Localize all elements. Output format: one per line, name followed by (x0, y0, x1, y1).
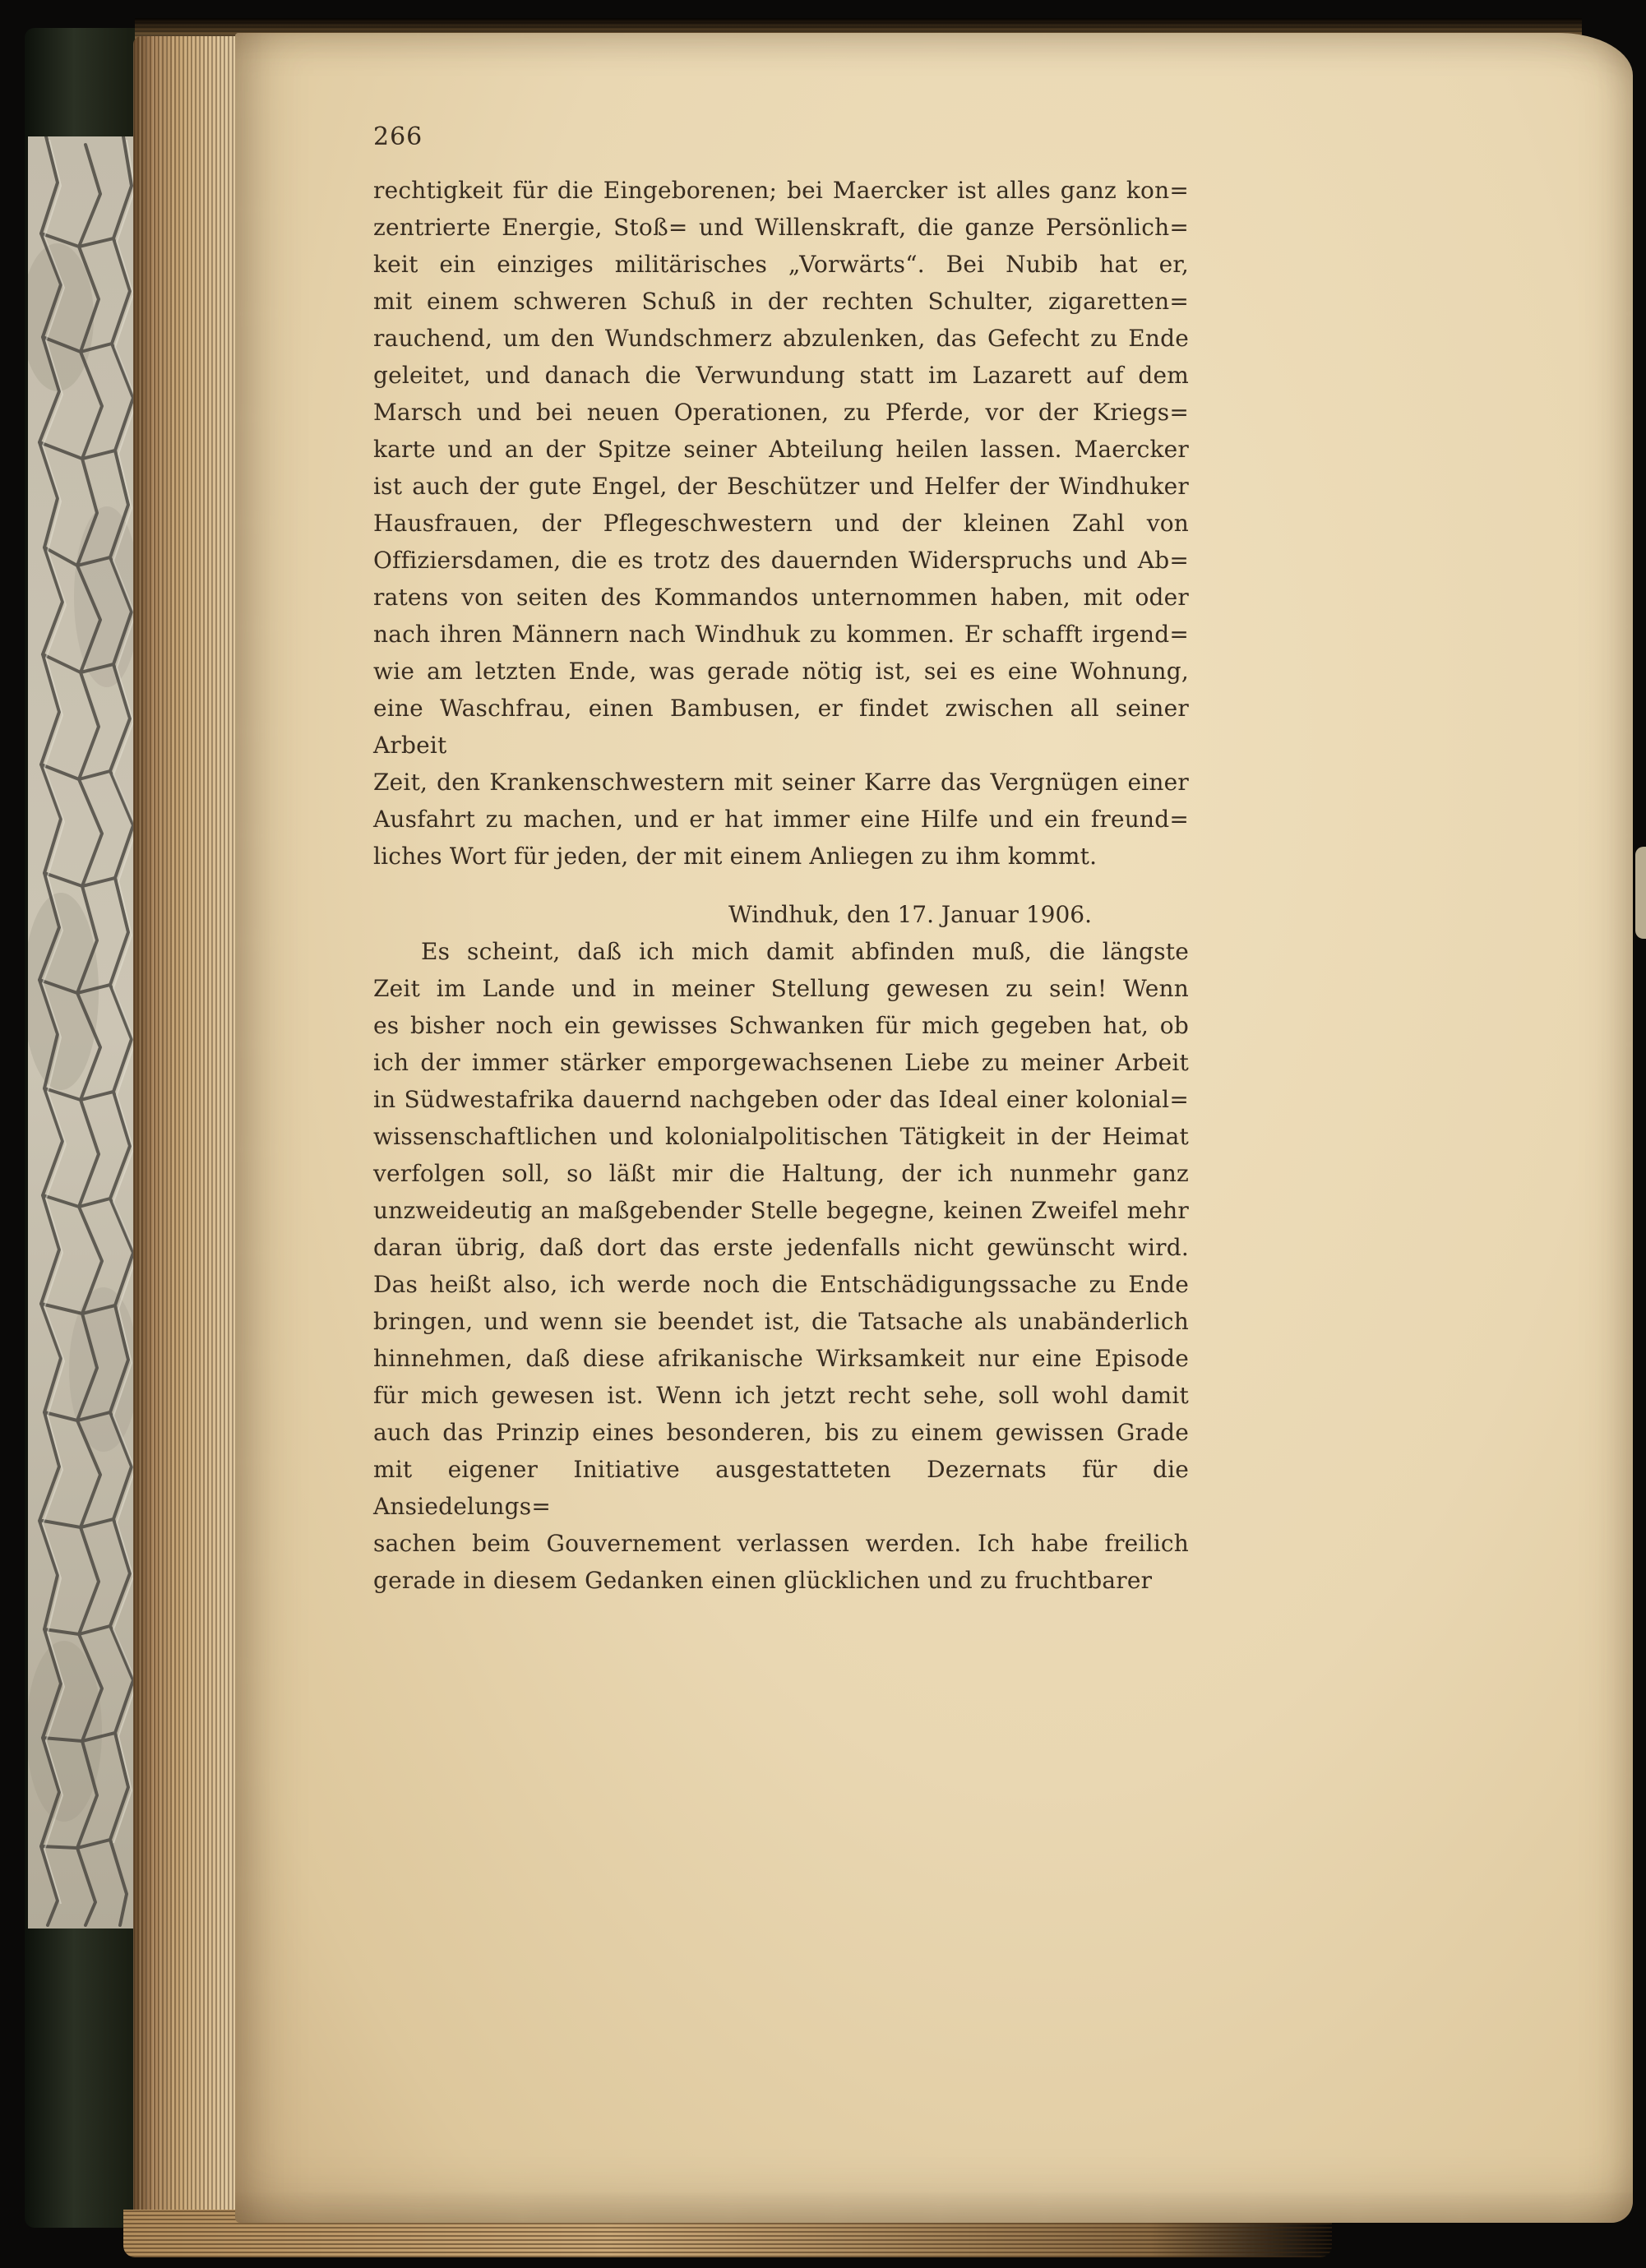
text-line: gerade in diesem Gedanken einen glücklichen und zu fruchtbarer (373, 1567, 1153, 1594)
text-line: Das heißt also, ich werde noch die Entschädigungssache zu Ende (373, 1271, 1189, 1298)
text-line: Offiziersdamen, die es trotz des dauernden Widerspruchs und Ab= (373, 547, 1189, 574)
text-line: es bisher noch ein gewisses Schwanken für mich gegeben hat, ob (373, 1012, 1189, 1039)
text-line: nach ihren Männern nach Windhuk zu kommen. Er schafft irgend= (373, 621, 1189, 648)
text-line: ratens von seiten des Kommandos unternommen haben, mit oder (373, 584, 1189, 611)
dateline: Windhuk, den 17. Januar 1906. (728, 901, 1092, 928)
text-line: Es scheint, daß ich mich damit abfinden muß, die längste (421, 938, 1189, 965)
text-line: ich der immer stärker emporgewachsenen Liebe zu meiner Arbeit (373, 1049, 1189, 1076)
book-page (235, 33, 1633, 2223)
text-line: geleitet, und danach die Verwundung statt im Lazarett auf dem (373, 362, 1189, 389)
text-line: liches Wort für jeden, der mit einem Anliegen zu ihm kommt. (373, 843, 1098, 870)
side-page-edges (133, 36, 238, 2219)
text-line: eine Waschfrau, einen Bambusen, er findet zwischen all seiner Arbeit (373, 695, 1189, 759)
text-line: für mich gewesen ist. Wenn ich jetzt recht sehe, soll wohl damit (373, 1382, 1189, 1409)
text-line: zentrierte Energie, Stoß= und Willenskraft, die ganze Persönlich= (373, 214, 1189, 241)
page-number: 266 (373, 122, 423, 151)
marbled-endpaper (28, 136, 136, 1928)
text-line: Hausfrauen, der Pflegeschwestern und der kleinen Zahl von (373, 510, 1189, 537)
text-line: mit einem schweren Schuß in der rechten Schulter, zigaretten= (373, 288, 1189, 315)
page-edge-sliver (1635, 847, 1646, 939)
text-line: keit ein einziges militärisches „Vorwärts“. Bei Nubib hat er, (373, 251, 1189, 278)
text-line: verfolgen soll, so läßt mir die Haltung, der ich nunmehr ganz (373, 1160, 1189, 1187)
text-line: Zeit, den Krankenschwestern mit seiner Karre das Vergnügen einer (373, 769, 1189, 796)
text-block (373, 118, 1189, 1599)
text-line: mit eigener Initiative ausgestatteten Dezernats für die Ansiedelungs= (373, 1456, 1189, 1520)
paragraph-2 (373, 933, 1189, 1599)
paragraph-1 (373, 172, 1189, 875)
text-line: unzweideutig an maßgebender Stelle begegne, keinen Zweifel mehr (373, 1197, 1189, 1224)
text-line: karte und an der Spitze seiner Abteilung heilen lassen. Maercker (373, 436, 1189, 463)
text-line: wie am letzten Ende, was gerade nötig ist, sei es eine Wohnung, (373, 658, 1189, 685)
text-line: rechtigkeit für die Eingeborenen; bei Maercker ist alles ganz kon= (373, 177, 1189, 204)
text-line: daran übrig, daß dort das erste jedenfalls nicht gewünscht wird. (373, 1234, 1189, 1261)
text-line: auch das Prinzip eines besonderen, bis zu einem gewissen Grade (373, 1419, 1189, 1446)
text-line: Zeit im Lande und in meiner Stellung gewesen zu sein! Wenn (373, 975, 1189, 1002)
text-line: rauchend, um den Wundschmerz abzulenken, das Gefecht zu Ende (373, 325, 1189, 352)
text-line: wissenschaftlichen und kolonialpolitischen Tätigkeit in der Heimat (373, 1123, 1189, 1150)
text-line: Ausfahrt zu machen, und er hat immer eine Hilfe und ein freund= (373, 806, 1189, 833)
text-line: ist auch der gute Engel, der Beschützer und Helfer der Windhuker (373, 473, 1189, 500)
text-line: hinnehmen, daß diese afrikanische Wirksamkeit nur eine Episode (373, 1345, 1189, 1372)
text-line: Marsch und bei neuen Operationen, zu Pferde, vor der Kriegs= (373, 399, 1189, 426)
text-line: bringen, und wenn sie beendet ist, die Tatsache als unabänderlich (373, 1308, 1189, 1335)
text-line: sachen beim Gouvernement verlassen werden. Ich habe freilich (373, 1530, 1189, 1557)
text-line: in Südwestafrika dauernd nachgeben oder das Ideal einer kolonial= (373, 1086, 1189, 1113)
